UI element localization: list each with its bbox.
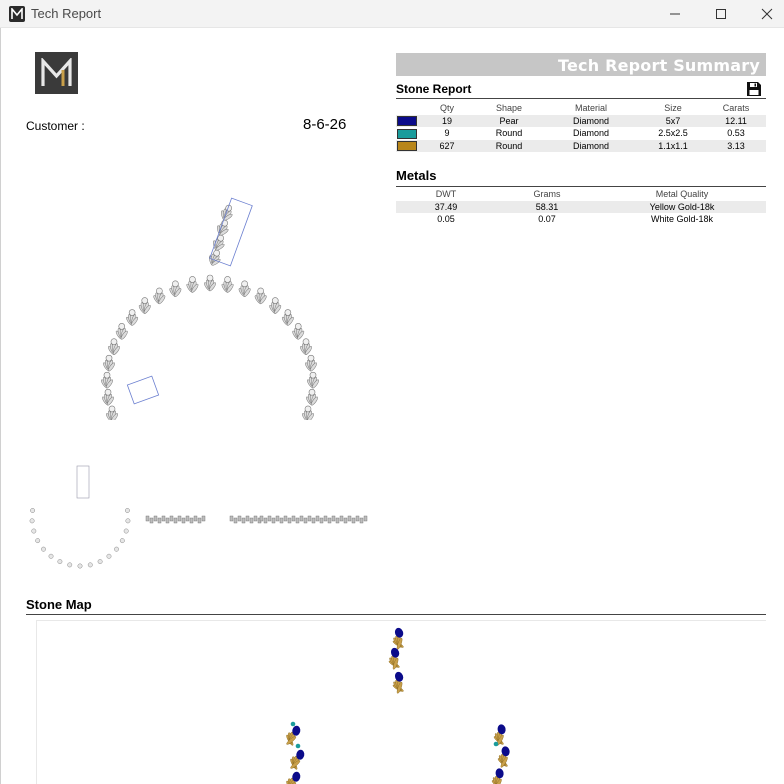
company-logo xyxy=(35,52,78,94)
side-segment xyxy=(242,518,245,523)
side-segment xyxy=(308,516,311,521)
stone-cluster xyxy=(489,768,506,784)
metals-title: Metals xyxy=(396,168,437,183)
side-segment xyxy=(150,518,153,523)
bead xyxy=(119,323,125,329)
bead xyxy=(30,519,34,523)
fan-motif xyxy=(138,298,151,315)
material-cell: Diamond xyxy=(572,128,610,139)
side-segment xyxy=(166,518,169,523)
stone-color-swatch xyxy=(397,141,417,151)
thumbnail-arc xyxy=(30,508,130,568)
fan-motif xyxy=(301,406,314,420)
stone-cluster xyxy=(288,748,305,771)
column-header: DWT xyxy=(435,189,457,200)
fan-motif xyxy=(218,203,236,223)
bead xyxy=(35,538,39,542)
shape-cell: Pear xyxy=(476,115,542,128)
side-segment xyxy=(304,518,307,523)
bead xyxy=(142,298,148,304)
side-segment xyxy=(254,516,257,521)
side-segment xyxy=(146,516,149,521)
bead xyxy=(49,554,53,558)
column-header: Shape xyxy=(495,103,523,114)
necklace-render xyxy=(60,180,360,420)
bead xyxy=(104,372,110,378)
window-edge xyxy=(0,28,1,784)
side-segment xyxy=(158,518,161,523)
bead xyxy=(126,519,130,523)
qty-cell: 627 xyxy=(418,140,476,153)
bead xyxy=(68,563,72,567)
stone-map-title: Stone Map xyxy=(26,597,92,612)
grams-cell: 58.31 xyxy=(496,201,598,214)
side-segment xyxy=(360,518,363,523)
side-segment xyxy=(154,516,157,521)
column-header: Size xyxy=(664,103,682,114)
side-segment xyxy=(238,516,241,521)
stone-cluster xyxy=(388,627,408,652)
bead xyxy=(129,310,135,316)
selection-box xyxy=(127,376,158,404)
fan-motif xyxy=(292,323,305,340)
side-segment xyxy=(246,516,249,521)
fan-motif xyxy=(125,310,138,327)
table-row xyxy=(396,201,766,214)
side-segment xyxy=(202,516,205,521)
side-segment xyxy=(260,516,263,521)
bead xyxy=(125,508,129,512)
table-row xyxy=(396,115,766,128)
column-header: Grams xyxy=(533,189,561,200)
fan-motif xyxy=(100,372,113,389)
side-segment xyxy=(348,516,351,521)
side-segment xyxy=(170,516,173,521)
fan-motif xyxy=(107,339,120,356)
side-segment xyxy=(296,518,299,523)
side-segment xyxy=(162,516,165,521)
bead xyxy=(114,547,118,551)
bead xyxy=(106,355,112,361)
bead xyxy=(189,276,195,282)
bead xyxy=(242,281,248,287)
close-icon xyxy=(761,8,773,20)
accent-stone xyxy=(291,722,296,727)
side-segment xyxy=(250,518,253,523)
side-segment xyxy=(174,518,177,523)
side-segment xyxy=(276,516,279,521)
bead xyxy=(124,529,128,533)
bead xyxy=(303,339,309,345)
bead xyxy=(111,339,117,345)
necklace-thumbnail xyxy=(28,460,368,580)
qty-cell: 19 xyxy=(418,115,476,128)
dwt-cell: 0.05 xyxy=(437,214,455,225)
accent-stone xyxy=(494,742,499,747)
side-view-render xyxy=(146,516,367,523)
side-segment xyxy=(300,516,303,521)
bead xyxy=(272,298,278,304)
shape-cell: Round xyxy=(476,140,542,153)
stone-map-rule xyxy=(26,614,766,615)
stone-report-title: Stone Report xyxy=(396,82,472,96)
save-icon[interactable] xyxy=(746,81,762,97)
bead xyxy=(107,554,111,558)
summary-title: Tech Report Summary xyxy=(396,53,766,76)
side-segment xyxy=(284,516,287,521)
stone-cluster xyxy=(491,724,508,747)
carats-cell: 3.13 xyxy=(706,140,766,153)
bead xyxy=(120,538,124,542)
table-row xyxy=(396,127,766,140)
metal-quality-cell: Yellow Gold-18k xyxy=(598,201,766,214)
column-header: Carats xyxy=(722,103,750,114)
shape-cell: Round xyxy=(495,128,523,139)
fan-motif xyxy=(254,288,267,305)
side-segment xyxy=(320,518,323,523)
material-cell: Diamond xyxy=(542,140,640,153)
fan-motif xyxy=(238,281,251,298)
necklace-arc xyxy=(100,275,319,420)
fan-motif xyxy=(102,355,115,372)
title-bar xyxy=(0,0,784,28)
side-segment xyxy=(272,518,275,523)
fan-motif xyxy=(281,310,294,327)
fan-motif xyxy=(268,298,281,315)
fan-motif xyxy=(203,275,216,292)
report-date: 8-6-26 xyxy=(303,116,347,133)
side-segment xyxy=(178,516,181,521)
bead xyxy=(309,389,315,395)
maximize-button[interactable] xyxy=(698,0,744,28)
bead xyxy=(285,310,291,316)
size-cell: 5x7 xyxy=(640,115,706,128)
stone-map-elements xyxy=(284,627,513,784)
fan-motif xyxy=(186,276,199,293)
side-segment xyxy=(336,518,339,523)
side-segment xyxy=(268,516,271,521)
column-header: Qty xyxy=(439,103,454,114)
fan-motif xyxy=(115,323,128,340)
bead xyxy=(308,355,314,361)
size-cell: 1.1x1.1 xyxy=(640,140,706,153)
stone-color-swatch xyxy=(397,129,417,139)
bead xyxy=(225,276,231,282)
bead xyxy=(30,508,34,512)
stone-map-render xyxy=(250,620,550,784)
side-segment xyxy=(234,518,237,523)
customer-label: Customer : xyxy=(26,119,85,133)
table-header-row xyxy=(396,188,766,201)
side-segment xyxy=(364,516,367,521)
side-segment xyxy=(230,516,233,521)
side-segment xyxy=(292,516,295,521)
stone-cluster xyxy=(495,746,512,769)
bead xyxy=(207,275,213,281)
fan-motif xyxy=(105,406,118,420)
material-cell: Diamond xyxy=(542,115,640,128)
side-segment xyxy=(328,518,331,523)
bead xyxy=(78,564,82,568)
m-logo-icon xyxy=(40,58,73,88)
side-segment xyxy=(186,516,189,521)
minimize-button[interactable] xyxy=(652,0,698,28)
bead xyxy=(258,288,264,294)
size-cell: 2.5x2.5 xyxy=(658,128,688,139)
side-segment xyxy=(198,518,201,523)
fan-motif xyxy=(221,276,234,293)
fan-motif xyxy=(214,218,232,238)
side-segment xyxy=(324,516,327,521)
bead xyxy=(172,281,178,287)
side-segment xyxy=(194,516,197,521)
stone-color-swatch xyxy=(397,116,417,126)
stone-report-table xyxy=(396,102,766,152)
fan-motif xyxy=(304,355,317,372)
side-segment xyxy=(340,516,343,521)
fan-motif xyxy=(101,389,114,406)
bead xyxy=(105,389,111,395)
window-title: Tech Report xyxy=(31,6,102,21)
maximize-icon xyxy=(715,8,727,20)
close-button[interactable] xyxy=(744,0,784,28)
accent-stone xyxy=(296,744,301,749)
minimize-icon xyxy=(669,8,681,20)
dwt-cell: 37.49 xyxy=(396,201,496,214)
stone-report-rule xyxy=(396,98,766,99)
stone-cluster xyxy=(384,647,404,672)
bead xyxy=(295,323,301,329)
side-segment xyxy=(356,516,359,521)
column-header: Material xyxy=(574,103,607,114)
grams-cell: 0.07 xyxy=(538,214,556,225)
thumbnail-drop xyxy=(77,466,89,498)
m-logo-icon xyxy=(9,6,25,22)
side-segment xyxy=(352,518,355,523)
fan-motif xyxy=(299,339,312,356)
bead xyxy=(58,559,62,563)
table-header-row xyxy=(396,102,766,115)
side-segment xyxy=(332,516,335,521)
table-row xyxy=(396,140,766,153)
column-header: Metal Quality xyxy=(655,189,709,200)
side-segment xyxy=(182,518,185,523)
side-segment xyxy=(288,518,291,523)
bead xyxy=(310,372,316,378)
metal-quality-cell: White Gold-18k xyxy=(650,214,714,225)
fan-motif xyxy=(169,281,182,298)
side-segment xyxy=(280,518,283,523)
fan-motif xyxy=(305,389,318,406)
carats-cell: 12.11 xyxy=(706,115,766,128)
bead xyxy=(88,563,92,567)
stone-cluster xyxy=(284,770,301,784)
table-row xyxy=(396,213,766,226)
metals-rule xyxy=(396,186,766,187)
bead xyxy=(98,559,102,563)
qty-cell: 9 xyxy=(444,128,450,139)
bead xyxy=(41,547,45,551)
metals-table xyxy=(396,188,766,226)
fan-motif xyxy=(206,248,224,268)
side-segment xyxy=(312,518,315,523)
bead xyxy=(109,406,115,412)
bead xyxy=(156,288,162,294)
stone-cluster xyxy=(388,671,408,696)
bead xyxy=(305,406,311,412)
carats-cell: 0.53 xyxy=(727,128,745,139)
fan-motif xyxy=(153,288,166,305)
side-segment xyxy=(316,516,319,521)
side-segment xyxy=(344,518,347,523)
side-segment xyxy=(190,518,193,523)
bead xyxy=(32,529,36,533)
fan-motif xyxy=(306,372,319,389)
side-segment xyxy=(264,518,267,523)
